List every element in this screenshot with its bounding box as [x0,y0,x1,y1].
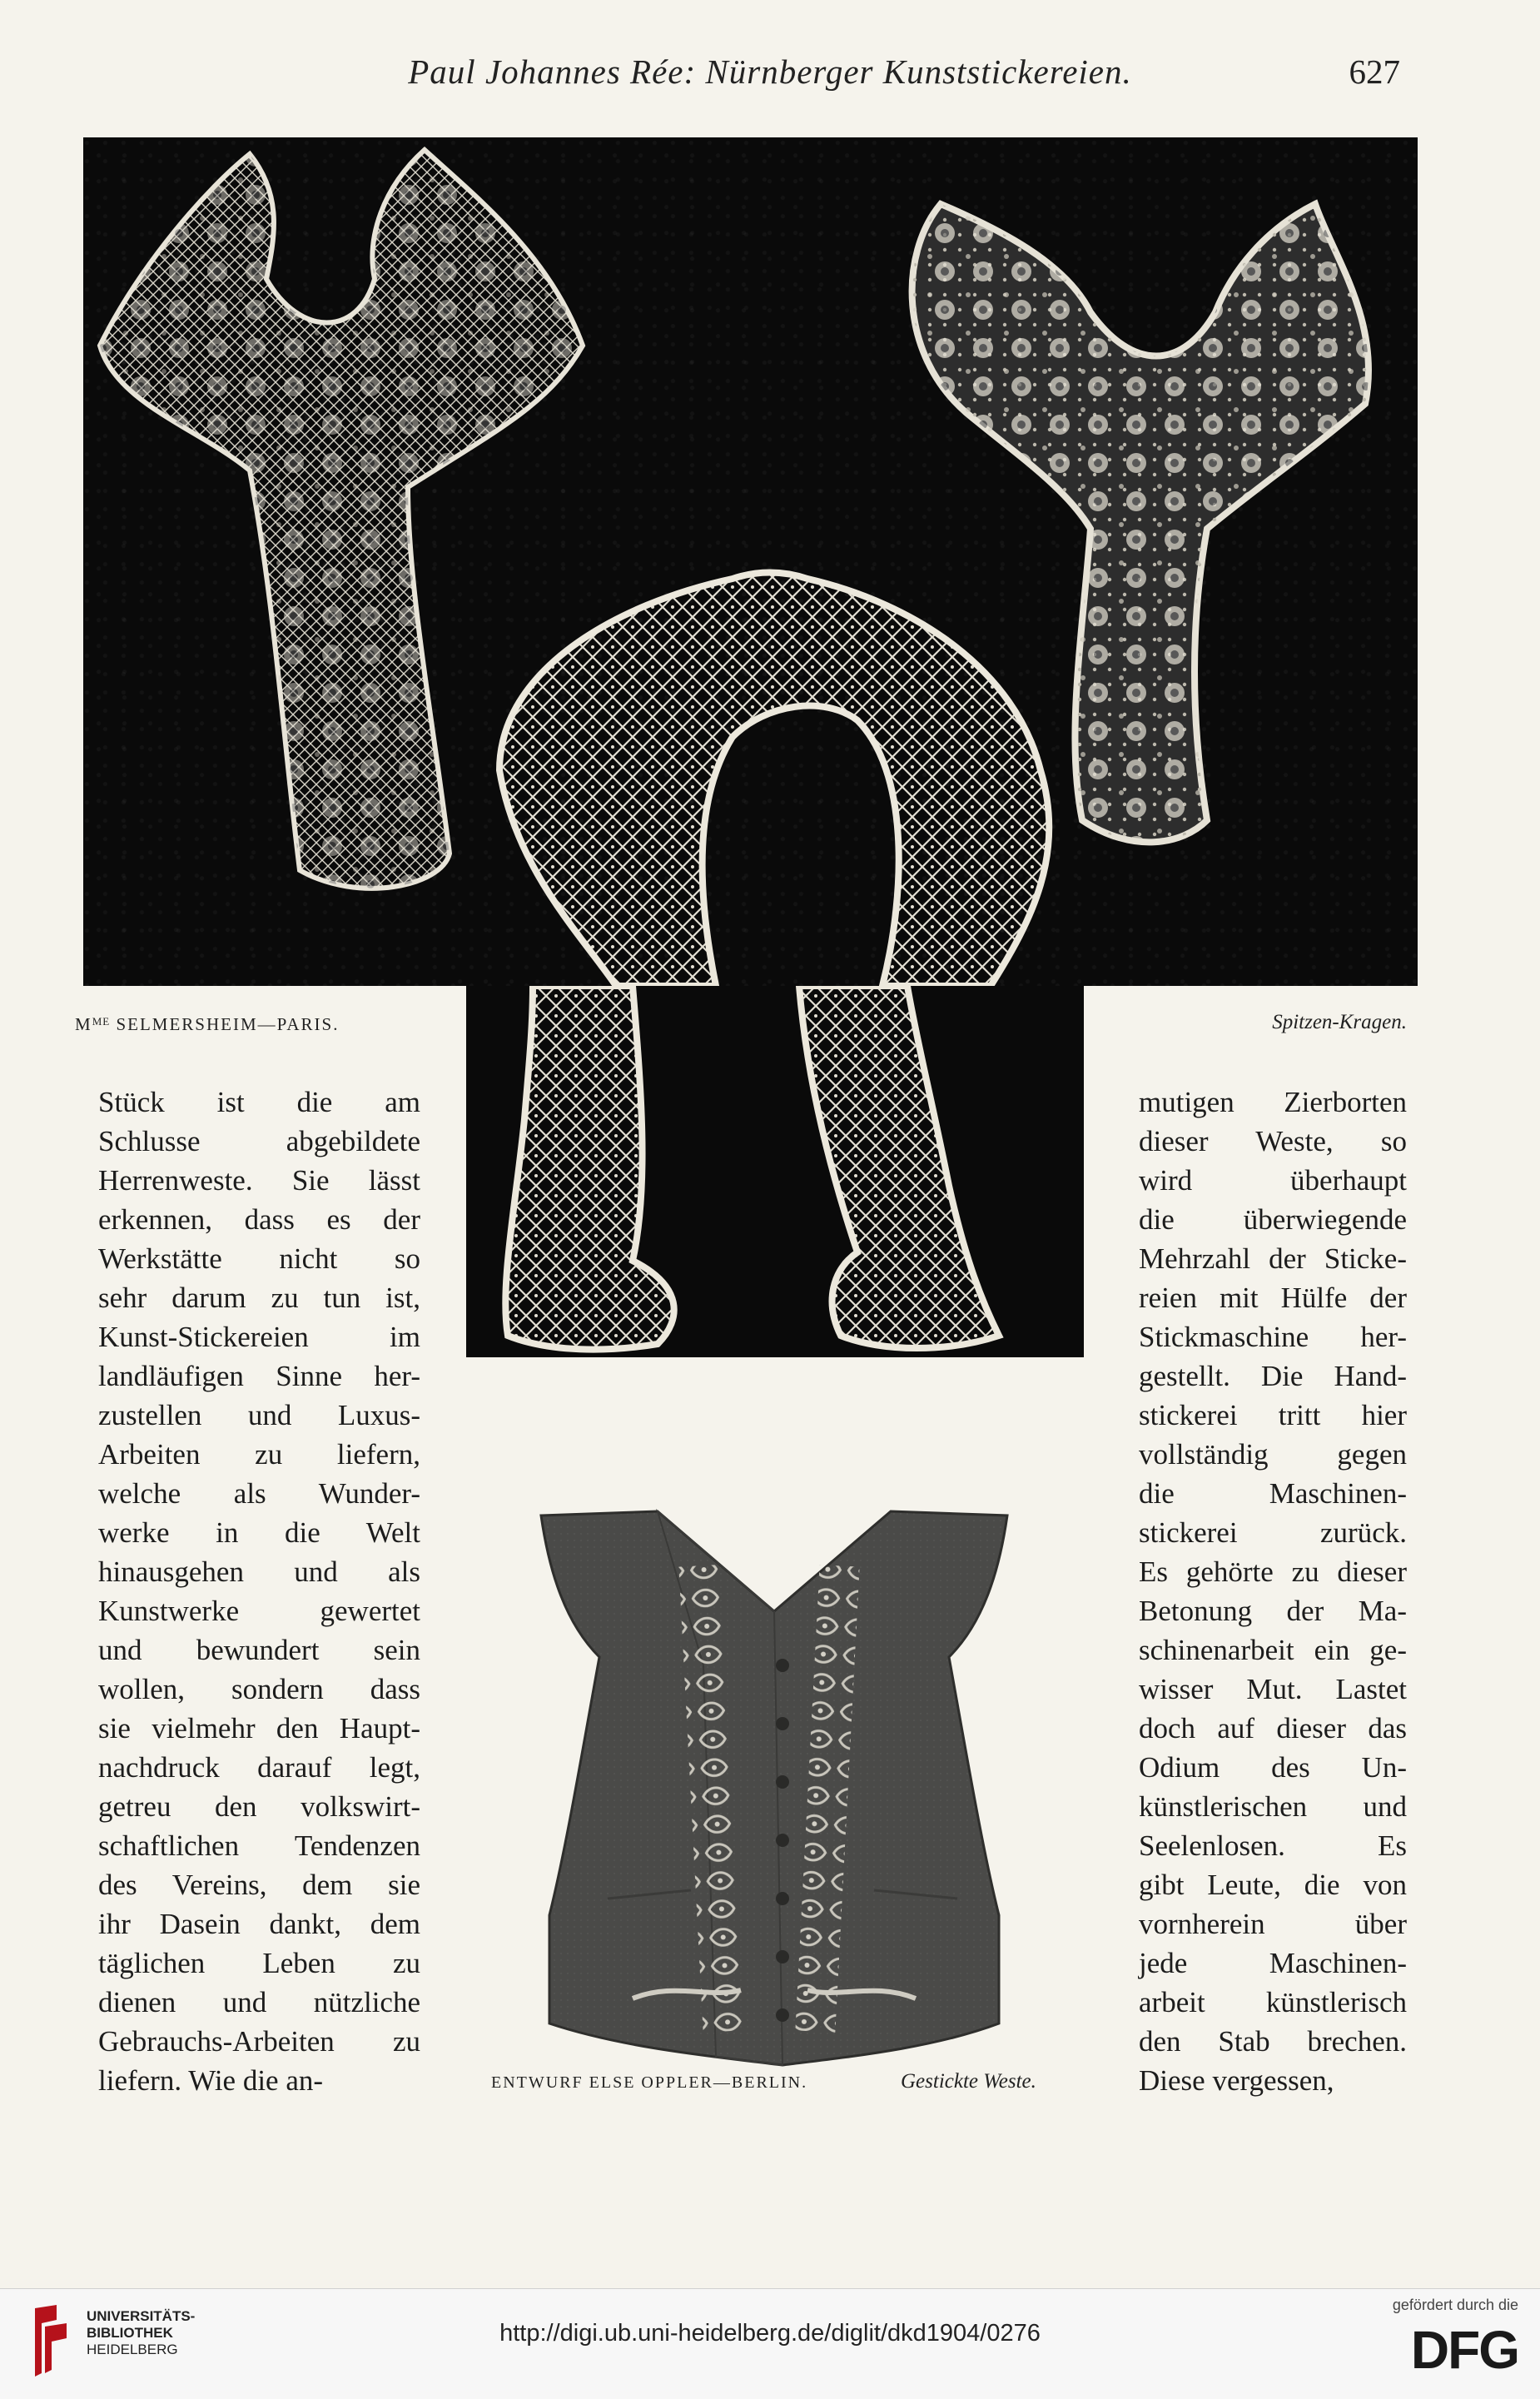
text-line: die Maschinen- [1139,1477,1407,1510]
lace-collars-photograph [83,137,1418,986]
text-line: ihr Dasein dankt, dem [98,1908,420,1940]
text-line: Es gehörte zu dieser [1139,1555,1407,1588]
lace-collar-lower-photograph [466,986,1084,1357]
text-line: wollen, sondern dass [98,1673,420,1705]
text-line: Odium des Un- [1139,1751,1407,1784]
text-line: welche als Wunder- [98,1477,420,1510]
text-line: täglichen Leben zu [98,1947,420,1979]
text-line: künstlerischen und [1139,1790,1407,1823]
text-line: getreu den volkswirt- [98,1790,420,1823]
text-line: Werkstätte nicht so [98,1242,420,1275]
text-line: arbeit künstlerisch [1139,1986,1407,2018]
text-line: die überwiegende [1139,1203,1407,1236]
text-line: des Vereins, dem sie [98,1869,420,1901]
text-line: Gebrauchs-Arbeiten zu [98,2025,420,2058]
funding-label: gefördert durch die [1392,2297,1518,2313]
permalink-url[interactable]: http://digi.ub.uni-heidelberg.de/diglit/dkd1904/0276 [499,2320,1041,2347]
text-line: nachdruck darauf legt, [98,1751,420,1784]
text-line: erkennen, dass es der [98,1203,420,1236]
page-number: 627 [1349,52,1400,91]
text-line: Seelenlosen. Es [1139,1829,1407,1862]
text-line: sehr darum zu tun ist, [98,1282,420,1314]
text-line: dienen und nützliche [98,1986,420,2018]
text-line: stickerei tritt hier [1139,1399,1407,1431]
text-line: dieser Weste, so [1139,1125,1407,1157]
vest-credit-caption: ENTWURF ELSE OPPLER—BERLIN. [491,2073,808,2092]
text-line: den Stab brechen. [1139,2025,1407,2058]
plate-title-caption: Spitzen-Kragen. [1272,1011,1407,1033]
text-line: werke in die Welt [98,1516,420,1549]
text-line: gibt Leute, die von [1139,1869,1407,1901]
text-line: mutigen Zierborten [1139,1086,1407,1118]
left-text-column [98,1083,420,2100]
center-lace-collar [499,573,1049,987]
running-title: Paul Johannes Rée: Nürnberger Kunststickereien. [408,52,1132,91]
text-line: hinausgehen und als [98,1555,420,1588]
text-line: und bewundert sein [98,1634,420,1666]
text-line: schaftlichen Tendenzen [98,1829,420,1862]
vest-title-caption: Gestickte Weste. [901,2070,1036,2093]
text-line: Kunst-Stickereien im [98,1321,420,1353]
text-line: jede Maschinen- [1139,1947,1407,1979]
text-line: liefern. Wie die an- [98,2064,324,2097]
text-line: gestellt. Die Hand- [1139,1360,1407,1392]
text-line: schinenarbeit ein ge- [1139,1634,1407,1666]
text-line: Kunstwerke gewertet [98,1595,420,1627]
text-line: Diese vergessen, [1139,2064,1334,2097]
text-line: vornherein über [1139,1908,1407,1940]
text-line: vollständig gegen [1139,1438,1407,1471]
text-line: sie vielmehr den Haupt- [98,1712,420,1745]
text-line: Betonung der Ma- [1139,1595,1407,1627]
text-line: wisser Mut. Lastet [1139,1673,1407,1705]
text-line: Mehrzahl der Sticke- [1139,1242,1407,1275]
text-line: Herrenweste. Sie lässt [98,1164,420,1197]
embroidered-vest-photograph [533,1499,1016,2082]
right-text-column [1139,1083,1407,2100]
text-line: zustellen und Luxus- [98,1399,420,1431]
text-line: wird überhaupt [1139,1164,1407,1197]
text-line: reien mit Hülfe der [1139,1282,1407,1314]
plate-credit-caption: $M^{ME}$ SELMERSHEIM—PARIS. [75,1014,340,1034]
text-line: doch auf dieser das [1139,1712,1407,1745]
text-line: landläufigen Sinne her- [98,1360,420,1392]
text-line: Stück ist die am [98,1086,420,1118]
university-library-name: UNIVERSITÄTS- BIBLIOTHEK HEIDELBERG [87,2308,196,2357]
text-line: Stickmaschine her- [1139,1321,1407,1353]
dfg-logo: DFG [1410,2320,1518,2380]
text-line: Schlusse abgebildete [98,1125,420,1157]
text-line: stickerei zurück. [1139,1516,1407,1549]
text-line: Arbeiten zu liefern, [98,1438,420,1471]
